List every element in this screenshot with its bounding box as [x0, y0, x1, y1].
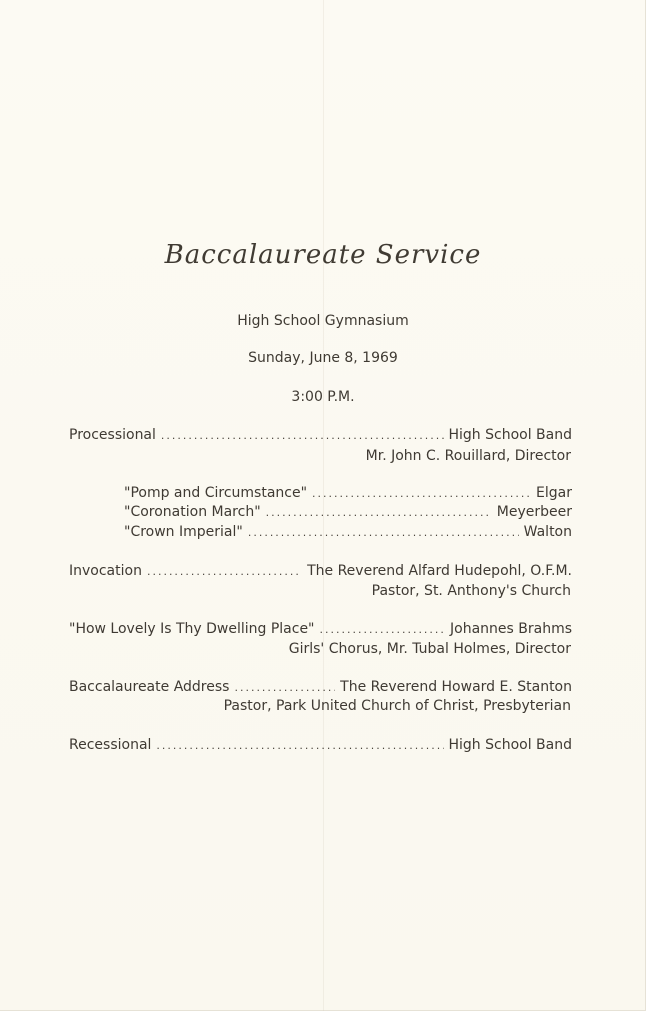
recessional-label: Recessional [69, 737, 152, 753]
recessional-performer: High School Band [448, 737, 572, 753]
dot-leader [161, 429, 444, 442]
piece-title: "Crown Imperial" [124, 524, 243, 540]
address-detail: Pastor, Park United Church of Christ, Presbyterian [223, 698, 571, 714]
dot-leader [147, 565, 302, 578]
dot-leader [234, 681, 335, 694]
processional-director: Mr. John C. Rouillard, Director [365, 448, 571, 464]
piece-title: "Pomp and Circumstance" [124, 485, 308, 501]
processional-label: Processional [69, 427, 156, 443]
recessional-row [69, 737, 572, 757]
piece-composer: Walton [523, 524, 572, 540]
date-line: Sunday, June 8, 1969 [248, 350, 398, 366]
dot-leader [266, 506, 492, 519]
invocation-officiant: The Reverend Alfard Hudepohl, O.F.M. [307, 563, 572, 579]
dot-leader [156, 739, 443, 752]
piece-row [124, 504, 572, 524]
anthem-composer: Johannes Brahms [450, 621, 572, 637]
processional-row [69, 427, 572, 447]
anthem-performers: Girls' Chorus, Mr. Tubal Holmes, Director [288, 641, 571, 657]
invocation-label: Invocation [69, 563, 142, 579]
anthem-row [69, 621, 572, 641]
piece-row [124, 485, 572, 505]
dot-leader [312, 487, 531, 500]
time-line: 3:00 P.M. [291, 389, 355, 405]
piece-composer: Elgar [536, 485, 572, 501]
service-title: Baccalaureate Service [164, 240, 482, 270]
piece-row [124, 524, 572, 544]
dot-leader [248, 526, 519, 539]
processional-performer: High School Band [448, 427, 572, 443]
invocation-row [69, 563, 572, 583]
address-label: Baccalaureate Address [69, 679, 230, 695]
piece-composer: Meyerbeer [496, 504, 572, 520]
invocation-detail: Pastor, St. Anthony's Church [371, 583, 571, 599]
anthem-title: "How Lovely Is Thy Dwelling Place" [69, 621, 315, 637]
piece-title: "Coronation March" [124, 504, 261, 520]
address-row [69, 679, 572, 699]
location-line: High School Gymnasium [237, 313, 409, 329]
address-speaker: The Reverend Howard E. Stanton [340, 679, 572, 695]
dot-leader [320, 623, 446, 636]
